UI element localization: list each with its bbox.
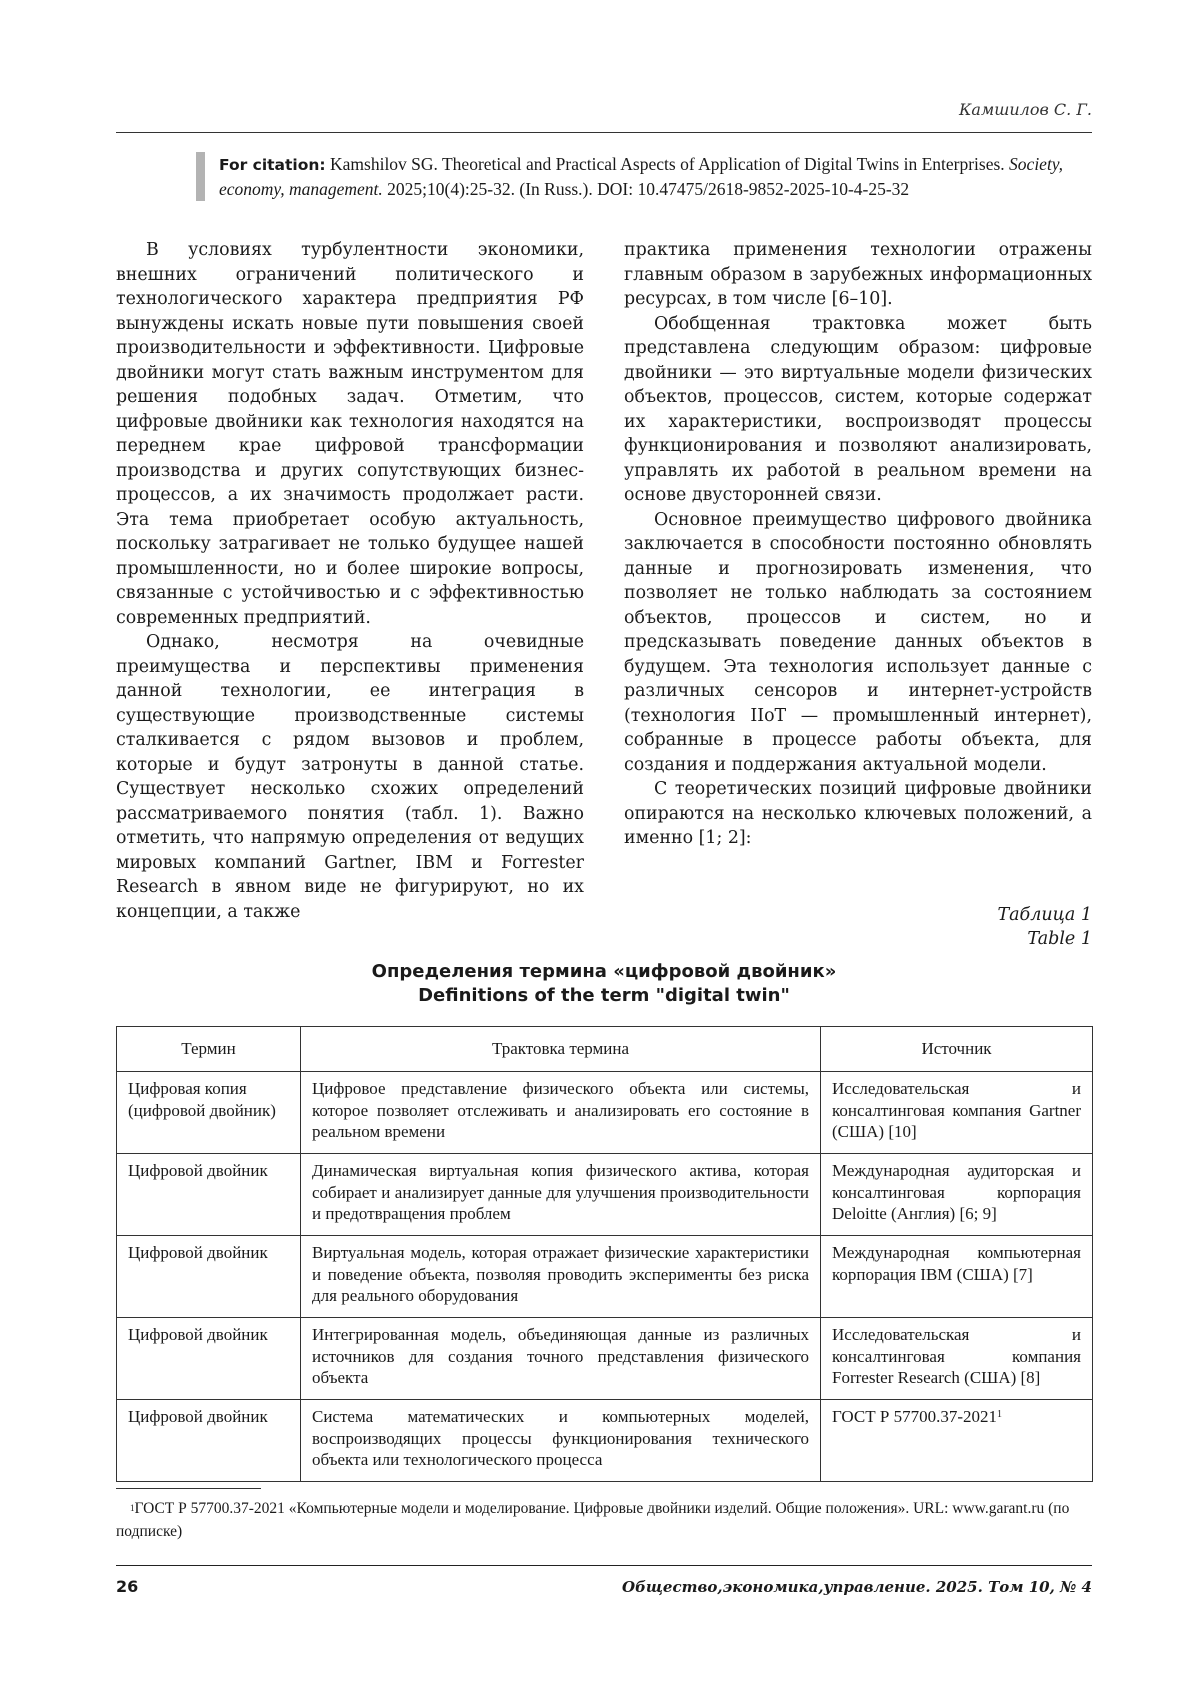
definition-cell: Интегрированная модель, объединяющая данные из различных источников для создания точного представления физического объекта [301, 1318, 821, 1400]
citation-journal: Society, economy, management. [219, 154, 1063, 199]
running-head: Камшилов С. Г. [959, 100, 1092, 119]
term-cell: Цифровой двойник [117, 1154, 301, 1236]
footnote-ref[interactable]: 1 [996, 1409, 1002, 1420]
table-label-en: Table 1 [1027, 929, 1092, 949]
source-cell [821, 1400, 1093, 1482]
definition-cell: Система математических и компьютерных моделей, воспроизводящих процессы функционирования технического объекта или технологического процесса [301, 1400, 821, 1482]
footnote [116, 1497, 1092, 1543]
term-cell: Цифровой двойник [117, 1318, 301, 1400]
table-title-ru: Определения термина «цифровой двойник» [371, 961, 837, 982]
paragraph: В условиях турбулентности экономики, внешних ограничений политического и технологического характера предприятия РФ вынуждены искать новые пути повышения своей производительности и эффективности. Цифровые двойники могут стать важным инструментом для решения подобных задач. Отметим, что цифровые двойники как технология находятся на переднем крае цифровой трансформации производства и других сопутствующих бизнес-процессов, а их значимость продолжает расти. Эта тема приобретает особую актуальность, поскольку затрагивает не только будущее нашей промышленности, но и более широкие вопросы, связанные с устойчивостью и с эффективностью современных предприятий. [116, 240, 584, 628]
source-text: ГОСТ Р 57700.37-2021 [832, 1407, 997, 1426]
source-cell: Международная компьютерная корпорация IBM (США) [7] [821, 1236, 1093, 1318]
paragraph: Обобщенная трактовка может быть представлена следующим образом: цифровые двойники — это виртуальные модели физических объектов, процессов, систем, которые содержат их характеристики, воспроизводят процессы функционирования и позволяют анализировать, управлять их работой в реальном времени на основе двусторонней связи. [624, 313, 1092, 505]
table-header-row [117, 1027, 1093, 1072]
journal-footer: Общество,экономика,управление. 2025. Том 10, № 4 [622, 1578, 1092, 1596]
source-cell: Международная аудиторская и консалтинговая корпорация Deloitte (Англия) [6; 9] [821, 1154, 1093, 1236]
table-label-ru: Таблица 1 [997, 905, 1092, 925]
table-row [117, 1154, 1093, 1236]
column-header-source: Источник [821, 1027, 1093, 1072]
table-row [117, 1400, 1093, 1482]
definitions-table [116, 1026, 1093, 1482]
term-cell: Цифровая копия (цифровой двойник) [117, 1072, 301, 1154]
footnote-marker: 1 [130, 1503, 135, 1513]
table-number [116, 903, 1092, 951]
paragraph: С теоретических позиций цифровые двойники опираются на несколько ключевых положений, а именно [1; 2]: [624, 779, 1092, 848]
source-cell: Исследовательская и консалтинговая компания Gartner (США) [10] [821, 1072, 1093, 1154]
column-header-definition: Трактовка термина [301, 1027, 821, 1072]
table-row [117, 1072, 1093, 1154]
citation-block [196, 152, 1119, 201]
paragraph: Основное преимущество цифрового двойника заключается в способности постоянно обновлять данные и прогнозировать изменения, что позволяет не только наблюдать за состоянием объектов, процессов и систем, но и предсказывать поведение данных объектов в будущем. Эта технология использует данные с различных сенсоров и интернет-устройств (технология IIoT — промышленный интернет), собранные в процессе работы объекта, для создания и поддержания актуальной модели. [624, 509, 1092, 775]
paragraph: Однако, несмотря на очевидные преимущества и перспективы применения данной технологии, ее интеграция в существующие производственные системы сталкивается с рядом вызовов и проблем, которые и будут затронуты в данной статье. Существует несколько схожих определений рассматриваемого понятия (табл. 1). Важно отметить, что напрямую определения от ведущих мировых компаний Gartner, IBM и Forrester Research в явном виде не фигурируют, но их концепции, а также [116, 632, 584, 922]
citation-details: 2025;10(4):25-32. (In Russ.). DOI: 10.47475/2618-9852-2025-10-4-25-32 [387, 179, 910, 199]
table-row [117, 1318, 1093, 1400]
source-cell: Исследовательская и консалтинговая компания Forrester Research (США) [8] [821, 1318, 1093, 1400]
definition-cell: Цифровое представление физического объекта или системы, которое позволяет отслеживать и анализировать его состояние в реальном времени [301, 1072, 821, 1154]
citation-label: For citation: [219, 156, 326, 174]
definition-cell: Динамическая виртуальная копия физического актива, которая собирает и анализирует данные для улучшения производительности и предотвращения проблем [301, 1154, 821, 1236]
term-cell: Цифровой двойник [117, 1400, 301, 1482]
table-title [116, 960, 1092, 1008]
citation-text: Kamshilov SG. Theoretical and Practical Aspects of Application of Digital Twins in Enterprises. [330, 154, 1005, 174]
footnote-rule [116, 1488, 261, 1489]
left-column [116, 238, 584, 924]
page-number: 26 [116, 1577, 139, 1596]
right-column [624, 238, 1092, 924]
body-columns [116, 238, 1092, 924]
table-title-en: Definitions of the term "digital twin" [418, 985, 790, 1006]
header-rule [116, 132, 1092, 133]
table-row [117, 1236, 1093, 1318]
column-header-term: Термин [117, 1027, 301, 1072]
paragraph: практика применения технологии отражены главным образом в зарубежных информационных ресурсах, в том числе [6–10]. [624, 240, 1092, 309]
definition-cell: Виртуальная модель, которая отражает физические характеристики и поведение объекта, позволяя проводить эксперименты без риска для реального оборудования [301, 1236, 821, 1318]
footnote-text: ГОСТ Р 57700.37-2021 «Компьютерные модели и моделирование. Цифровые двойники изделий. Общие положения». URL: www.garant.ru (по подписке) [116, 1500, 1070, 1540]
footer-rule [116, 1565, 1092, 1566]
term-cell: Цифровой двойник [117, 1236, 301, 1318]
